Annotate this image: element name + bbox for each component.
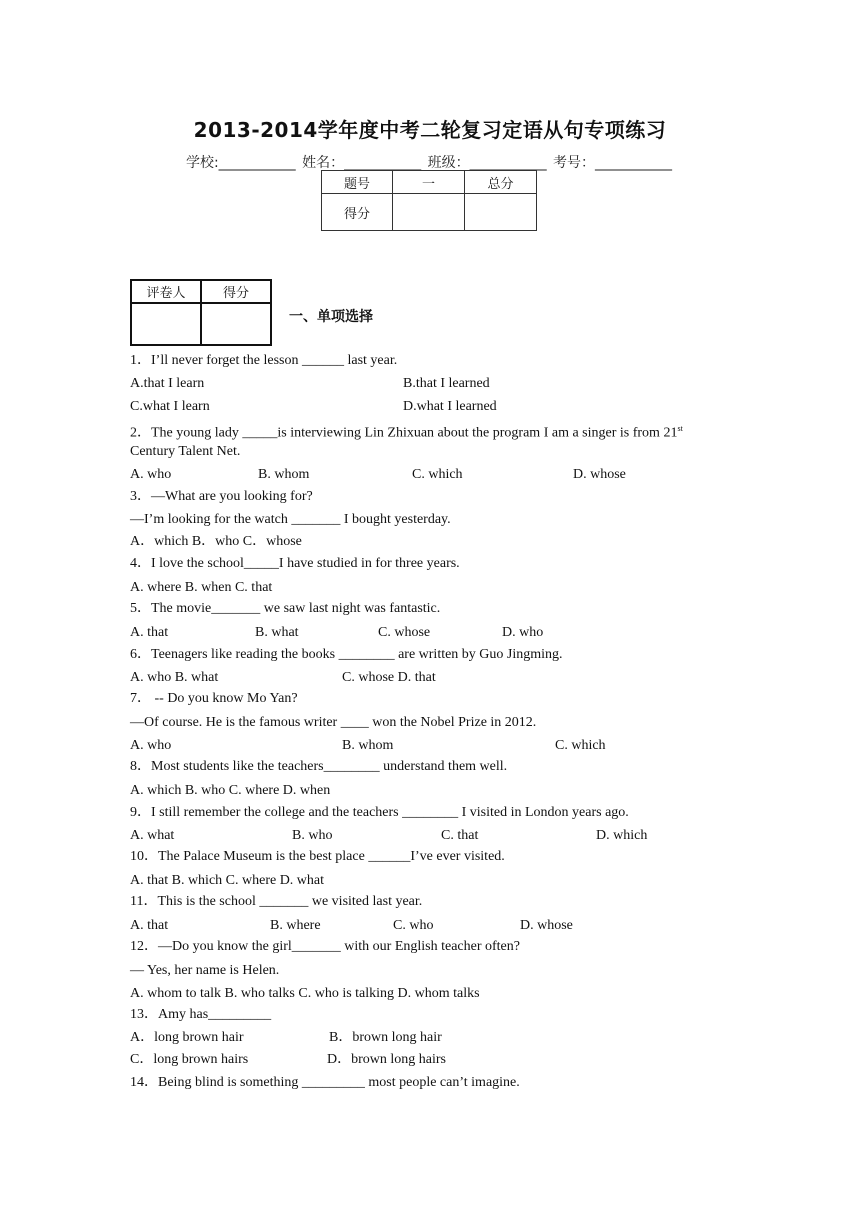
question-7: 7． -- Do you know Mo Yan? <box>130 691 298 706</box>
score-table-header-total: 总分 <box>465 171 537 194</box>
question-2 <box>130 420 750 443</box>
question-13: 13．Amy has_________ <box>130 1007 272 1022</box>
question-9-option-d: D. which <box>596 828 648 843</box>
question-5-option-d: D. who <box>502 625 544 640</box>
question-1: 1．I’ll never forget the lesson ______ last year. <box>130 353 398 368</box>
question-10: 10．The Palace Museum is the best place ______I’ve ever visited. <box>130 849 505 864</box>
question-9-option-a: A. what <box>130 828 175 843</box>
question-6: 6．Teenagers like reading the books ________ are written by Guo Jingming. <box>130 647 563 662</box>
question-2-option-d: D. whose <box>573 467 626 482</box>
grader-table-cell-score <box>201 303 271 345</box>
section-title: 一、单项选择 <box>289 309 373 325</box>
question-13-option-b: B．brown long hair <box>329 1030 442 1045</box>
question-1-option-c: C.what I learn <box>130 399 210 414</box>
grader-table <box>130 279 272 346</box>
student-info-line <box>0 152 860 172</box>
question-2-superscript: st <box>677 424 683 433</box>
question-12-continuation: — Yes, her name is Helen. <box>130 963 280 978</box>
school-field: 学校:___________ <box>185 155 296 171</box>
question-9: 9．I still remember the college and the teachers ________ I visited in London years ago. <box>130 805 629 820</box>
question-2-option-a: A. who <box>130 467 172 482</box>
question-5-option-a: A. that <box>130 625 169 640</box>
score-table-cell-part-one <box>393 194 465 231</box>
grader-table-header-score: 得分 <box>201 280 271 303</box>
question-13-option-a: A．long brown hair <box>130 1030 244 1045</box>
question-2-option-b: B. whom <box>258 467 310 482</box>
question-3-options: A．which B．who C．whose <box>130 534 302 549</box>
question-1-option-d: D.what I learned <box>403 399 497 414</box>
question-2-continuation: Century Talent Net. <box>130 444 241 459</box>
grader-table-header-grader: 评卷人 <box>131 280 201 303</box>
question-9-option-c: C. that <box>441 828 479 843</box>
question-2-text: 2．The young lady _____is interviewing Lin Zhixuan about the program I am a singer is from 21 <box>130 425 678 441</box>
name-field: 姓名：___________ <box>302 155 422 171</box>
question-11-option-c: C. who <box>393 918 434 933</box>
score-table-header-question: 题号 <box>322 171 393 194</box>
question-7-option-c: C. which <box>555 738 606 753</box>
question-6-options-cd: C. whose D. that <box>342 670 436 685</box>
question-6-options-ab: A. who B. what <box>130 670 219 685</box>
question-12: 12．—Do you know the girl_______ with our English teacher often? <box>130 939 520 954</box>
question-11-option-b: B. where <box>270 918 321 933</box>
question-11: 11．This is the school _______ we visited last year. <box>130 894 423 909</box>
question-3-continuation: —I’m looking for the watch _______ I bought yesterday. <box>130 512 451 527</box>
question-4-options: A. where B. when C. that <box>130 580 273 595</box>
score-table <box>321 170 537 231</box>
question-2-option-c: C. which <box>412 467 463 482</box>
question-12-options: A. whom to talk B. who talks C. who is talking D. whom talks <box>130 986 480 1001</box>
question-5-option-b: B. what <box>255 625 299 640</box>
question-11-option-d: D. whose <box>520 918 573 933</box>
grader-table-cell-grader <box>131 303 201 345</box>
question-11-option-a: A. that <box>130 918 169 933</box>
question-3: 3．—What are you looking for? <box>130 489 313 504</box>
question-8: 8．Most students like the teachers________ understand them well. <box>130 759 508 774</box>
question-7-option-a: A. who <box>130 738 172 753</box>
score-table-header-part-one: 一 <box>393 171 465 194</box>
question-9-option-b: B. who <box>292 828 333 843</box>
question-10-options: A. that B. which C. where D. what <box>130 873 325 888</box>
question-1-option-b: B.that I learned <box>403 376 490 391</box>
question-7-continuation: —Of course. He is the famous writer ____ won the Nobel Prize in 2012. <box>130 715 537 730</box>
exam-number-field: 考号：___________ <box>553 155 673 171</box>
question-13-option-c: C．long brown hairs <box>130 1052 249 1067</box>
class-field: 班级：___________ <box>427 155 547 171</box>
question-5: 5．The movie_______ we saw last night was fantastic. <box>130 601 441 616</box>
question-1-option-a: A.that I learn <box>130 376 205 391</box>
score-table-cell-total <box>465 194 537 231</box>
question-14: 14．Being blind is something _________ most people can’t imagine. <box>130 1075 520 1090</box>
score-table-row-score-label: 得分 <box>322 194 393 231</box>
question-5-option-c: C. whose <box>378 625 431 640</box>
question-13-option-d: D．brown long hairs <box>327 1052 446 1067</box>
page-title: 2013-2014学年度中考二轮复习定语从句专项练习 <box>193 118 667 142</box>
question-7-option-b: B. whom <box>342 738 394 753</box>
question-4: 4．I love the school_____I have studied in for three years. <box>130 556 460 571</box>
question-8-options: A. which B. who C. where D. when <box>130 783 331 798</box>
